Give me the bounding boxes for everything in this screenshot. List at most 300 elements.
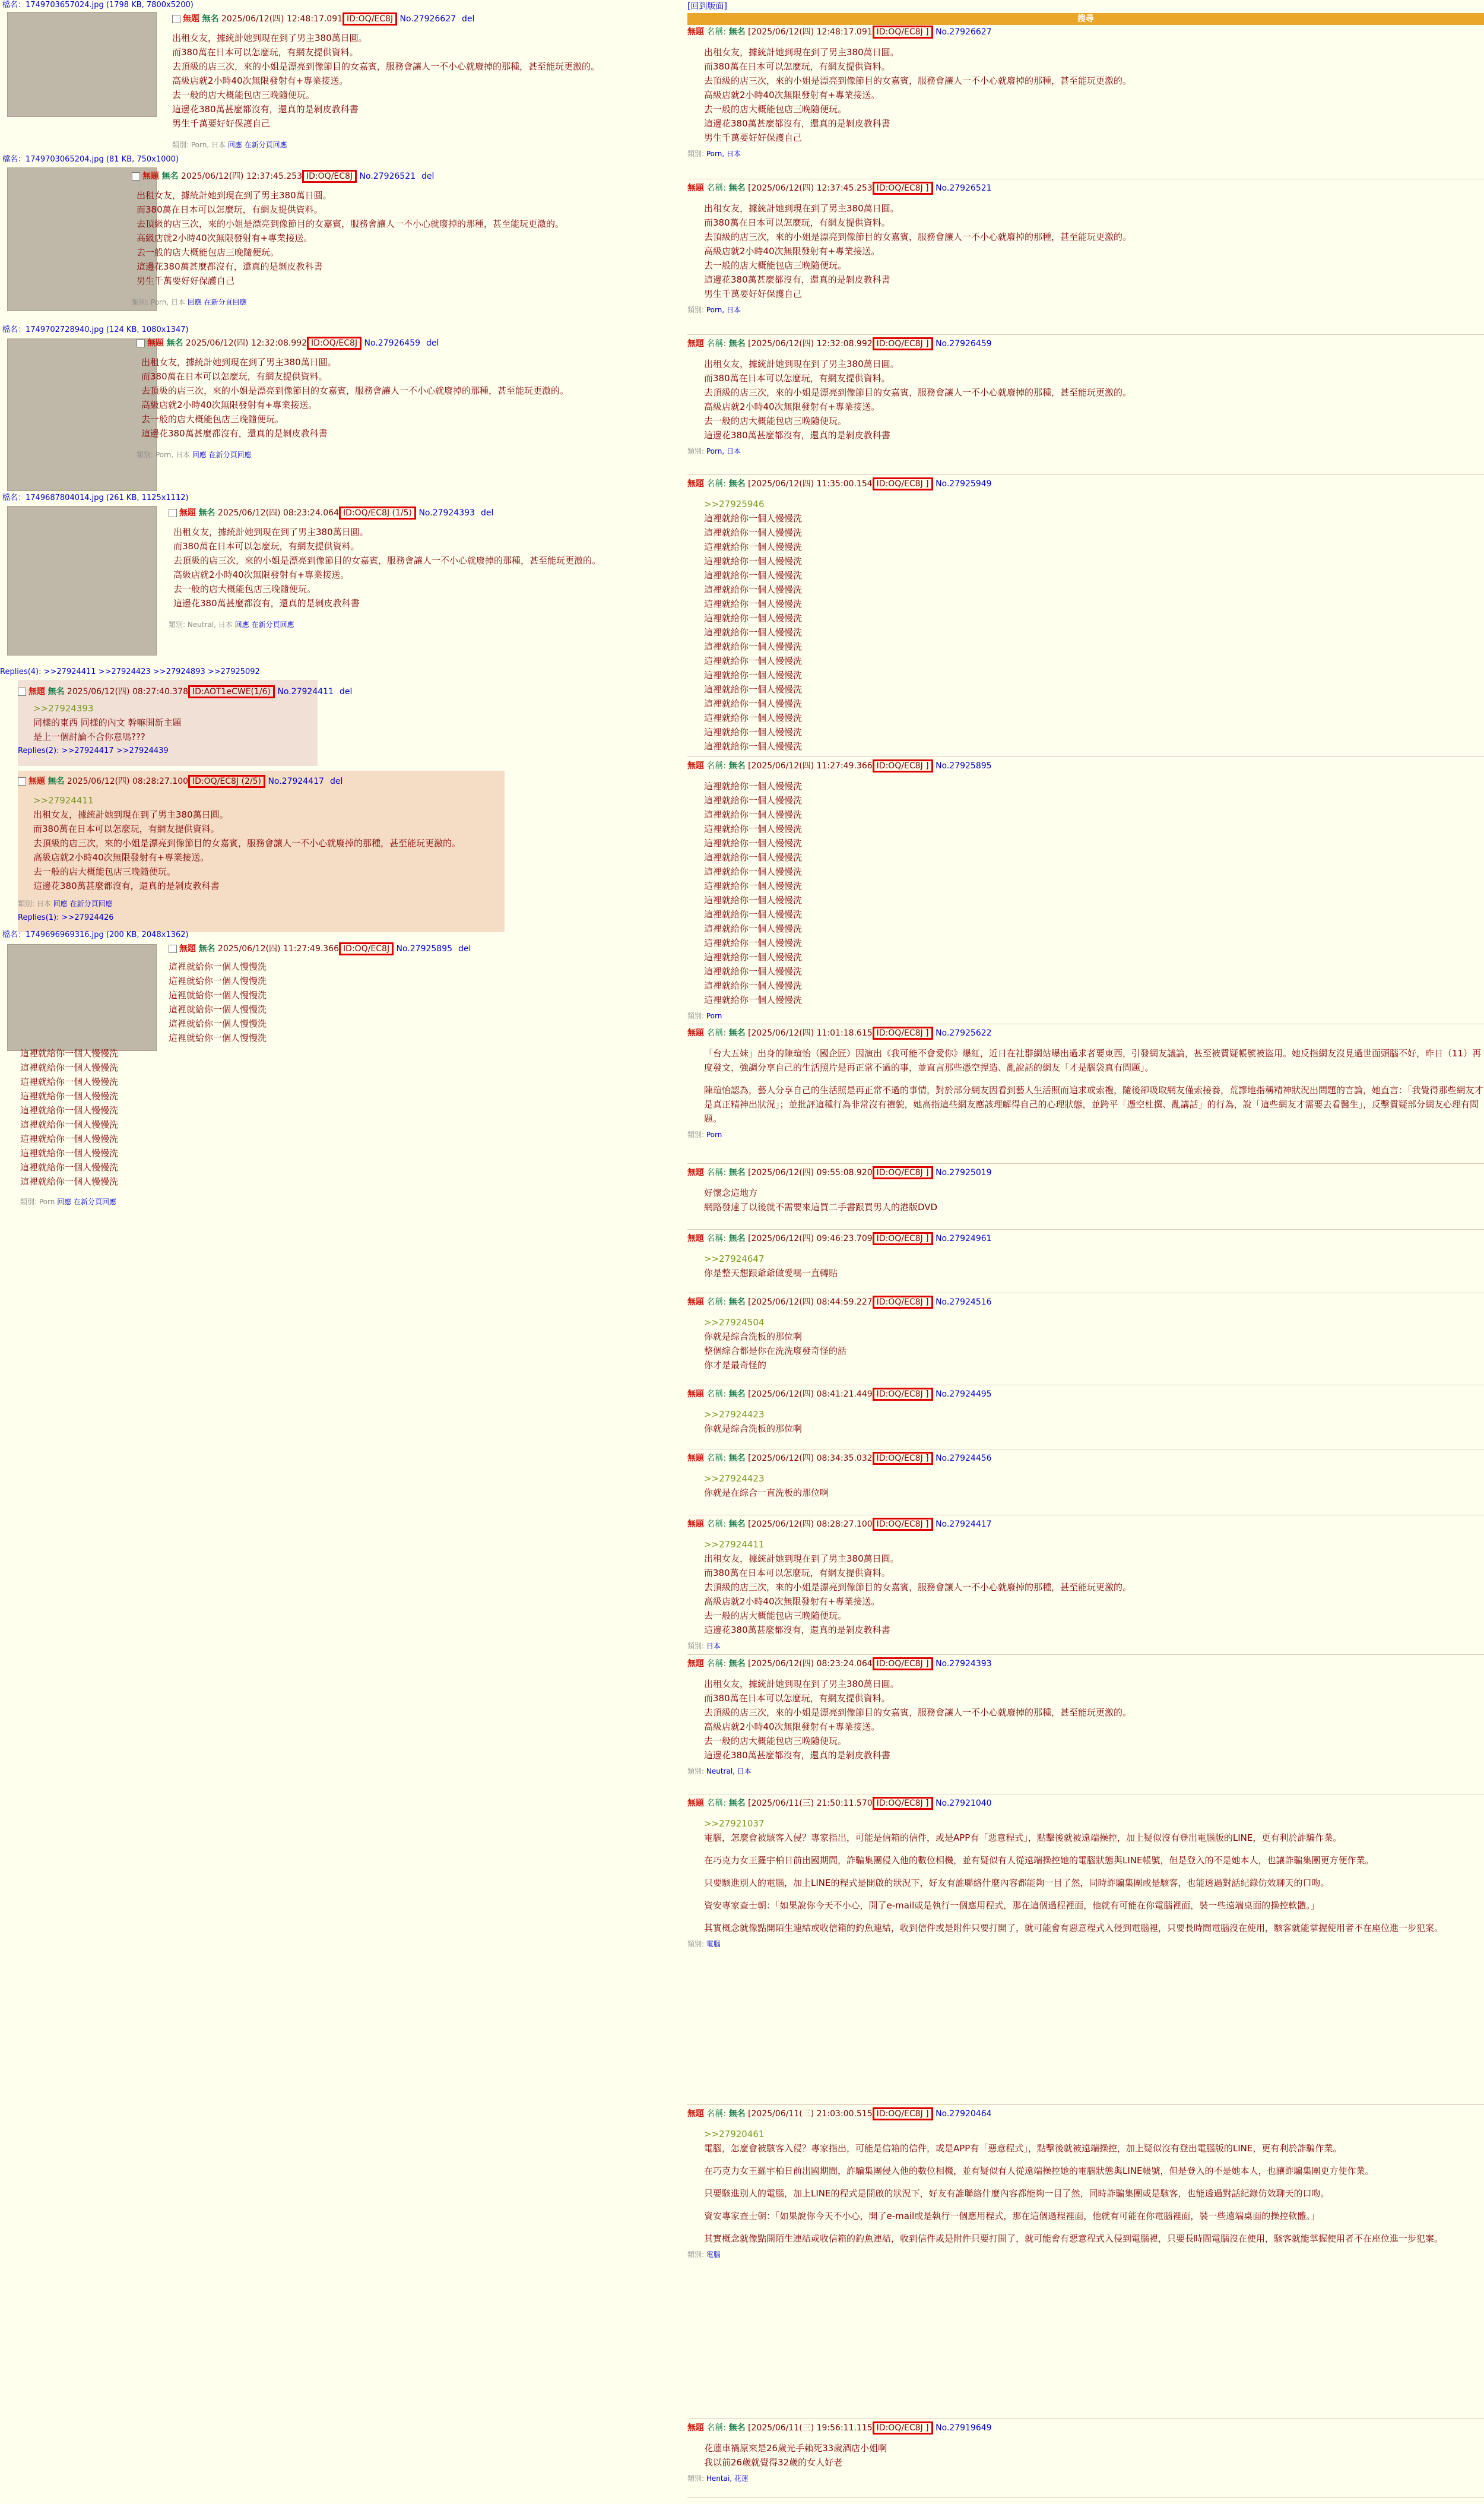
category-label: 類別: — [687, 306, 705, 314]
category-value[interactable]: Neutral, 日本 — [706, 1767, 751, 1775]
post-line: 高級店就2小時40次無限發射有+專業接送。 — [137, 233, 313, 243]
post-number-link[interactable]: No.27924411 — [277, 687, 334, 697]
thread-column — [0, 0, 680, 2504]
reply-new-tab-link[interactable]: 在新分頁回應 — [69, 900, 113, 908]
thread-post — [172, 12, 677, 152]
post-line: 出租女友，據統計她到現在到了男主380萬日圓。 — [173, 527, 369, 537]
post-title: 無題 — [687, 27, 704, 37]
post-line: 這邊花380萬甚麼都沒有，還真的是剝皮教科書 — [704, 1625, 890, 1635]
post-title: 無題 — [147, 338, 164, 348]
reply-content — [18, 774, 505, 911]
post-number-link[interactable]: No.27919649 — [936, 2423, 992, 2433]
reply-link[interactable]: 回應 — [227, 141, 242, 149]
post-number-link[interactable]: No.27921040 — [936, 1799, 992, 1808]
post-line: 去一般的店大概能包店三晚隨便玩。 — [704, 260, 847, 271]
search-result-post — [687, 1232, 1484, 1293]
reply-new-tab-link[interactable]: 在新分頁回應 — [208, 451, 252, 459]
category-value[interactable]: 日本 — [706, 1642, 721, 1650]
category-value[interactable]: Porn — [706, 1131, 722, 1139]
post-author: 無名 — [728, 1520, 746, 1529]
post-line: 而380萬在日本可以怎麼玩，有網友提供資料。 — [704, 217, 890, 228]
post-line: 這裡就給你一個人慢慢洗 — [169, 990, 267, 1001]
post-line: 高級店就2小時40次無限發射有+專業接送。 — [704, 246, 880, 257]
replies-line[interactable]: Replies(4): >>27924411 >>27924423 >>27924893 >>27925092 — [0, 667, 260, 676]
post-header — [169, 506, 677, 520]
post-line: 這裡就給你一個人慢慢洗 — [704, 838, 803, 849]
post-date: 2025/06/12(四) 08:23:24.064 — [217, 508, 340, 518]
post-body — [687, 1186, 1484, 1214]
post-line: 「台大五妹」出身的陳瑄怡（國企匠）因演出《我可能不會愛你》爆紅，近日在社群網站曝出過求者要東西，引發網友議論，甚至被質疑帳號被盜用。她反指網友沒見過世面頭腦不好，昨日（11）再度發文，強調分享自己的生活照片是再正常不過的事，並直言那些憑空捏造、亂說話的網友「才是腦袋真有問題」。 — [704, 1048, 1482, 1073]
post-line: 這裡就給你一個人慢慢洗 — [704, 599, 803, 609]
post-author: 無名 — [47, 777, 65, 786]
category-value[interactable]: Porn, 日本 — [706, 447, 741, 455]
category-value[interactable]: Porn, 日本 — [706, 306, 741, 314]
post-title: 無題 — [687, 1659, 704, 1669]
category-value[interactable]: Porn — [706, 1012, 722, 1020]
reply-post — [18, 680, 353, 766]
post-line: 這裡就給你一個人慢慢洗 — [704, 881, 803, 891]
post-category — [137, 448, 677, 462]
post-number-link[interactable]: No.27924393 — [418, 508, 475, 518]
post-body — [169, 960, 677, 1045]
thumbnail-image[interactable] — [7, 506, 157, 656]
post-title: 無題 — [687, 183, 704, 193]
post-line: 這裡就給你一個人慢慢洗 — [704, 670, 803, 680]
name-label: 名稱: — [706, 1389, 727, 1399]
post-line: 而380萬在日本可以怎麼玩，有網友提供資料。 — [704, 1693, 890, 1704]
post-line: 只要駭進別人的電腦，加上LINE的程式是開啟的狀況下，好友有誰聯絡什麼內容都能夠一目了然，同時詐騙集團或是駭客，也能透過對話紀錄仿效聊天的口吻。 — [704, 2188, 1330, 2199]
post-number-link[interactable]: No.27920464 — [936, 2109, 992, 2119]
post-line: 這裡就給你一個人慢慢洗 — [169, 1018, 267, 1029]
name-label: 名稱: — [706, 1454, 727, 1463]
post-number-link[interactable]: No.27925622 — [936, 1028, 992, 1038]
post-line: 這裡就給你一個人慢慢洗 — [20, 1119, 119, 1130]
post-number-link[interactable]: No.27925895 — [936, 761, 992, 771]
post-header — [687, 1657, 1484, 1671]
image-filename-meta: 檔名：1749703657024.jpg (1798 KB, 7800x5200) — [2, 1, 194, 10]
post-header — [687, 25, 1484, 39]
post-line: 這裡就給你一個人慢慢洗 — [704, 698, 803, 709]
post-line: 去一般的店大概能包店三晚隨便玩。 — [172, 90, 315, 100]
post-line: 電腦，怎麼會被駭客入侵？專家指出，可能是信箱的信件，或是APP有「惡意程式」，點擊後就被遠端操控，加上疑似沒有登出電腦版的LINE，更有利於詐騙作業。 — [704, 1832, 1342, 1843]
category-label: 類別: — [687, 447, 705, 455]
post-author: 無名 — [47, 687, 65, 697]
post-checkbox[interactable] — [18, 688, 26, 696]
post-title: 無題 — [687, 479, 704, 489]
post-category — [687, 1641, 1484, 1651]
post-checkbox[interactable] — [172, 15, 180, 23]
post-line: 而380萬在日本可以怎麼玩，有網友提供資料。 — [33, 824, 220, 834]
category-label: 類別: — [687, 1131, 705, 1139]
post-number-link[interactable]: No.27924456 — [936, 1454, 992, 1463]
post-id-highlight: ID:AOT1eCWE(1/6) — [188, 685, 275, 698]
post-body — [18, 701, 318, 744]
post-line: 這裡就給你一個人慢慢洗 — [704, 923, 803, 934]
post-line: 這邊花380萬甚麼都沒有，還真的是剝皮教科書 — [704, 118, 890, 129]
post-line: 這裡就給你一個人慢慢洗 — [704, 966, 803, 977]
post-id-highlight: ID:OQ/EC8J ] — [873, 1166, 933, 1179]
post-line: 高級店就2小時40次無限發射有+專業接送。 — [173, 569, 350, 580]
post-body — [687, 1315, 1484, 1372]
post-category — [687, 1939, 1484, 1949]
post-number-link[interactable]: No.27925019 — [936, 1168, 992, 1177]
post-line: 出租女友，據統計她到現在到了男主380萬日圓。 — [704, 203, 899, 214]
post-date: [2025/06/12(四) 08:28:27.100 — [748, 1520, 873, 1529]
post-body — [687, 1816, 1484, 1935]
category-value[interactable]: Porn, 日本 — [706, 150, 741, 158]
post-number-link[interactable]: No.27926627 — [936, 27, 992, 37]
post-line: 我以前26歲就覺得32歲的女人好老 — [704, 2457, 843, 2468]
post-body — [687, 201, 1484, 301]
post-line: 去一般的店大概能包店三晚隨便玩。 — [704, 416, 847, 426]
post-line: 這裡就給你一個人慢慢洗 — [704, 952, 803, 963]
post-number-link[interactable]: No.27924417 — [936, 1520, 992, 1529]
back-to-board-link[interactable]: [回到版面] — [687, 2, 727, 11]
post-line: 這裡就給你一個人慢慢洗 — [704, 995, 803, 1005]
search-result-post — [687, 1166, 1484, 1230]
post-date: [2025/06/11(三) 21:50:11.570 — [748, 1799, 873, 1808]
post-line: 其實概念就像點開陌生連結或收信箱的釣魚連結，收到信件或是附件只要打開了，就可能會有惡意程式入侵到電腦裡，只要長時間電腦沒在使用，駭客就能掌握使用者不在座位進一步犯案。 — [704, 2233, 1444, 2244]
post-line: 而380萬在日本可以怎麼玩，有網友提供資料。 — [704, 1568, 890, 1578]
post-number-link[interactable]: No.27926459 — [364, 338, 421, 348]
post-line: 去一般的店大概能包店三晚隨便玩。 — [704, 104, 847, 115]
post-number-link[interactable]: No.27925895 — [396, 944, 453, 954]
post-header — [687, 337, 1484, 351]
delete-link[interactable]: del — [458, 944, 471, 954]
post-id-highlight: ID:OQ/EC8J ] — [873, 1518, 933, 1531]
post-line: 這裡就給你一個人慢慢洗 — [704, 656, 803, 666]
post-number-link[interactable]: No.27926627 — [399, 14, 456, 24]
reply-link[interactable]: 回應 — [187, 298, 202, 306]
post-header — [687, 759, 1484, 773]
post-date: [2025/06/12(四) 09:55:08.920 — [748, 1168, 873, 1177]
post-line: 高級店就2小時40次無限發射有+專業接送。 — [33, 852, 210, 863]
reply-link[interactable]: 回應 — [53, 900, 68, 908]
post-line: 你就是在綜合一直洗板的那位啊 — [704, 1487, 829, 1498]
post-number-link[interactable]: No.27926459 — [936, 339, 992, 349]
category-value[interactable]: 電腦 — [706, 1940, 721, 1948]
category-label: 類別: — [132, 298, 149, 306]
category-label: 類別: — [20, 1198, 37, 1206]
post-header — [687, 477, 1484, 491]
post-date: [2025/06/12(四) 12:48:17.091 — [748, 27, 873, 37]
post-category — [687, 2473, 1484, 2483]
post-line: 男生千萬要好好保護自己 — [704, 132, 803, 143]
post-header — [18, 685, 353, 699]
post-id-highlight: ID:OQ/EC8J ] — [873, 1388, 933, 1401]
post-line: 這裡就給你一個人慢慢洗 — [704, 641, 803, 652]
post-checkbox[interactable] — [137, 339, 145, 347]
post-line: 這邊花380萬甚麼都沒有，還真的是剝皮教科書 — [704, 430, 890, 441]
post-line: 而380萬在日本可以怎麼玩，有網友提供資料。 — [704, 373, 890, 384]
thumbnail-image[interactable] — [7, 12, 157, 117]
category-value[interactable]: 電腦 — [706, 2250, 721, 2259]
post-line: 好懷念這地方 — [704, 1188, 758, 1198]
post-line: 這裡就給你一個人慢慢洗 — [20, 1148, 119, 1158]
post-number-link[interactable]: No.27924495 — [936, 1389, 992, 1399]
search-result-post — [687, 1517, 1484, 1655]
post-line: 整個綜合都是你在洗洗廢發奇怪的話 — [704, 1346, 847, 1356]
post-line: 你就是綜合洗板的那位啊 — [704, 1331, 803, 1342]
search-result-post — [687, 2421, 1484, 2498]
post-line: 而380萬在日本可以怎麼玩，有網友提供資料。 — [704, 61, 890, 72]
name-label: 名稱: — [706, 479, 727, 489]
post-header — [687, 1517, 1484, 1531]
post-line: 而380萬在日本可以怎麼玩，有網友提供資料。 — [141, 371, 328, 382]
post-date: [2025/06/12(四) 11:27:49.366 — [748, 761, 873, 771]
post-line: 陳瑄怡認為，藝人分享自己的生活照是再正常不過的事情，對於部分網友因看到藝人生活照而追求或索禮，隨後卻吸取網友僅索接養，荒謬地指稱精神狀況出問題的言論，她直言：「我覺得那些網友才是真正精神出狀況」；並批評這種行為非常沒有禮貌，她高指這些網友應該理解得自己的心理狀態，並跨平「憑空杜撰、亂講話」的行為，說「這些網友才需要去看醫生」，反擊質疑部分網友心理有問題。 — [704, 1085, 1483, 1124]
post-date: [2025/06/12(四) 11:01:18.615 — [748, 1028, 873, 1038]
post-line: 只要駭進別人的電腦，加上LINE的程式是開啟的狀況下，好友有誰聯絡什麼內容都能夠一目了然，同時詐騙集團或是駭客，也能透過對話紀錄仿效聊天的口吻。 — [704, 1878, 1330, 1888]
post-category — [687, 1129, 1484, 1139]
post-author: 無名 — [166, 338, 183, 348]
post-line: 這裡就給你一個人慢慢洗 — [704, 866, 803, 877]
post-body — [137, 355, 677, 441]
post-checkbox[interactable] — [169, 509, 177, 517]
post-line: 這裡就給你一個人慢慢洗 — [169, 1033, 267, 1043]
post-body — [687, 1046, 1484, 1126]
thumbnail-image[interactable] — [7, 338, 157, 491]
post-line: 這裡就給你一個人慢慢洗 — [704, 570, 803, 581]
post-number-link[interactable]: No.27924516 — [936, 1297, 992, 1307]
post-header — [687, 1295, 1484, 1309]
post-author: 無名 — [728, 1389, 746, 1399]
post-line: 這邊花380萬甚麼都沒有，還真的是剝皮教科書 — [137, 261, 323, 272]
post-line: 去頂級的店三次，來的小姐是漂亮到像節目的女嘉賓，服務會讓人一不小心就廢掉的那種，甚至能玩更激的。 — [172, 61, 600, 72]
post-line: 高級店就2小時40次無限發射有+專業接送。 — [704, 401, 880, 412]
post-category — [687, 1766, 1484, 1776]
post-line: 出租女友，據統計她到現在到了男主380萬日圓。 — [33, 809, 229, 820]
post-line: 而380萬在日本可以怎麼玩，有網友提供資料。 — [137, 204, 323, 215]
post-line: 男生千萬要好好保護自己 — [137, 276, 235, 286]
post-id-highlight: ID:OQ/EC8J ] — [873, 477, 933, 490]
thread-post — [169, 506, 677, 632]
search-result-post — [687, 759, 1484, 1024]
post-line: 這裡就給你一個人慢慢洗 — [704, 527, 803, 538]
delete-link[interactable]: del — [462, 14, 475, 24]
image-filename-meta: 檔名：1749702728940.jpg (124 KB, 1080x1347) — [2, 325, 189, 334]
post-header — [137, 336, 677, 350]
name-label: 名稱: — [706, 1799, 727, 1808]
reply-replies-line[interactable]: Replies(2): >>27924417 >>27924439 — [18, 746, 169, 755]
post-number-link[interactable]: No.27924393 — [936, 1659, 992, 1669]
reply-new-tab-link[interactable]: 在新分頁回應 — [204, 298, 247, 306]
post-id-highlight: ID:OQ/EC8J (2/5) — [188, 775, 265, 788]
post-date: 2025/06/12(四) 11:27:49.366 — [217, 944, 340, 954]
post-line: 同樣的東西 同樣的內文 幹嘛開新主題 — [33, 717, 182, 728]
search-result-post — [687, 1026, 1484, 1164]
post-title: 無題 — [687, 2423, 704, 2433]
post-id-highlight: ID:OQ/EC8J ] — [873, 1452, 933, 1465]
post-category — [687, 446, 1484, 456]
post-line: 這裡就給你一個人慢慢洗 — [704, 741, 803, 752]
post-line: 你才是最奇怪的 — [704, 1360, 767, 1370]
post-footer — [172, 138, 677, 152]
post-id-highlight: ID:OQ/EC8J ] — [873, 1027, 933, 1040]
reply-replies-line[interactable]: Replies(1): >>27924426 — [18, 913, 114, 922]
post-body — [687, 2127, 1484, 2246]
post-id-highlight: ID:OQ/EC8J — [339, 942, 394, 955]
post-line: 這裡就給你一個人慢慢洗 — [704, 513, 803, 524]
thumbnail-image[interactable] — [7, 944, 157, 1051]
name-label: 名稱: — [706, 1168, 727, 1177]
post-line: 男生千萬要好好保護自己 — [704, 289, 803, 299]
post-body-continued — [20, 1046, 376, 1209]
category-label: 類別: — [169, 621, 186, 629]
post-author: 無名 — [728, 27, 746, 37]
post-date: [2025/06/12(四) 08:44:59.227 — [748, 1297, 873, 1307]
delete-link[interactable]: del — [426, 338, 439, 348]
reply-new-tab-link[interactable]: 在新分頁回應 — [251, 621, 294, 629]
post-date: [2025/06/12(四) 12:32:08.992 — [748, 339, 873, 349]
post-body — [687, 1677, 1484, 1762]
post-number-link[interactable]: No.27926521 — [359, 172, 416, 181]
post-line: 這裡就給你一個人慢慢洗 — [704, 938, 803, 948]
post-category — [687, 2249, 1484, 2259]
post-line: >>27924647 — [704, 1253, 765, 1264]
name-label: 名稱: — [706, 2109, 727, 2119]
post-line: 男生千萬要好好保護自己 — [172, 118, 271, 129]
post-body — [169, 525, 677, 610]
category-label: 類別: — [18, 900, 35, 908]
name-label: 名稱: — [706, 1234, 727, 1243]
post-header — [18, 774, 505, 789]
post-line: 出租女友，據統計她到現在到了男主380萬日圓。 — [704, 47, 899, 58]
post-author: 無名 — [728, 1234, 746, 1243]
post-line: 是上一個討論不合你意嗎??? — [33, 732, 145, 742]
post-number-link[interactable]: No.27925949 — [936, 479, 992, 489]
category-value[interactable]: Hentai, 花蓮 — [706, 2474, 749, 2483]
reply-post — [18, 771, 505, 932]
image-filename-meta: 檔名：1749703065204.jpg (81 KB, 750x1000) — [2, 155, 179, 164]
post-line: 這裡就給你一個人慢慢洗 — [704, 809, 803, 820]
post-line: 這裡就給你一個人慢慢洗 — [20, 1091, 119, 1101]
reply-link[interactable]: 回應 — [57, 1198, 72, 1206]
post-line: 去頂級的店三次，來的小姐是漂亮到像節目的女嘉賓，服務會讓人一不小心就廢掉的那種，甚至能玩更激的。 — [704, 75, 1132, 86]
reply-new-tab-link[interactable]: 在新分頁回應 — [244, 141, 287, 149]
post-id-highlight: ID:OQ/EC8J — [307, 337, 362, 350]
post-date: 2025/06/12(四) 12:37:45.253 — [180, 172, 303, 181]
post-author: 無名 — [728, 2423, 746, 2433]
post-line: 電腦，怎麼會被駭客入侵？專家指出，可能是信箱的信件，或是APP有「惡意程式」，點擊後就被遠端操控，加上疑似沒有登出電腦版的LINE，更有利於詐騙作業。 — [704, 2143, 1342, 2154]
post-line: 去頂級的店三次，來的小姐是漂亮到像節目的女嘉賓，服務會讓人一不小心就廢掉的那種，甚至能玩更激的。 — [704, 1582, 1132, 1593]
post-line: 去頂級的店三次，來的小姐是漂亮到像節目的女嘉賓，服務會讓人一不小心就廢掉的那種，甚至能玩更激的。 — [137, 219, 565, 229]
post-line: 這邊花380萬甚麼都沒有，還真的是剝皮教科書 — [141, 428, 328, 439]
post-author: 無名 — [728, 1297, 746, 1307]
search-result-post — [687, 2107, 1484, 2419]
post-body — [687, 357, 1484, 442]
post-id-highlight: ID:OQ/EC8J ] — [873, 2107, 933, 2120]
post-line: 去頂級的店三次，來的小姐是漂亮到像節目的女嘉賓，服務會讓人一不小心就廢掉的那種，甚至能玩更激的。 — [173, 555, 601, 566]
post-id-highlight: ID:OQ/EC8J ] — [873, 1797, 933, 1810]
post-id-highlight: ID:OQ/EC8J ] — [873, 182, 933, 195]
post-line: 這邊花380萬甚麼都沒有，還真的是剝皮教科書 — [704, 274, 890, 285]
name-label: 名稱: — [706, 2423, 727, 2433]
post-id-highlight: ID:OQ/EC8J ] — [873, 26, 933, 39]
delete-link[interactable]: del — [480, 508, 494, 518]
post-checkbox[interactable] — [132, 172, 140, 181]
delete-link[interactable]: del — [421, 172, 435, 181]
post-category — [172, 138, 677, 152]
post-number-link[interactable]: No.27926521 — [936, 183, 992, 193]
post-line: 這裡就給你一個人慢慢洗 — [704, 852, 803, 863]
post-footer — [169, 618, 677, 632]
post-line: 去頂級的店三次，來的小姐是漂亮到像節目的女嘉賓，服務會讓人一不小心就廢掉的那種，甚至能玩更激的。 — [704, 1707, 1132, 1718]
post-line: 你就是綜合洗板的那位啊 — [704, 1423, 803, 1434]
post-line: 這裡就給你一個人慢慢洗 — [704, 613, 803, 623]
post-header — [687, 1387, 1484, 1401]
post-line: 而380萬在日本可以怎麼玩，有網友提供資料。 — [172, 47, 359, 58]
search-header-bar: 搜尋 — [687, 13, 1484, 25]
post-line: 出租女友，據統計她到現在到了男主380萬日圓。 — [172, 33, 367, 43]
name-label: 名稱: — [706, 1520, 727, 1529]
post-category — [20, 1195, 376, 1209]
search-result-post — [687, 1451, 1484, 1515]
post-author: 無名 — [728, 1799, 746, 1808]
post-line: 這裡就給你一個人慢慢洗 — [20, 1105, 119, 1116]
category-label: 類別: — [687, 2250, 705, 2259]
post-author: 無名 — [728, 479, 746, 489]
post-line: 這裡就給你一個人慢慢洗 — [704, 909, 803, 920]
post-title: 無題 — [687, 1297, 704, 1307]
post-date: 2025/06/12(四) 08:27:40.378 — [66, 687, 189, 697]
post-id-highlight: ID:OQ/EC8J ] — [873, 1232, 933, 1245]
reply-link[interactable]: 回應 — [234, 621, 249, 629]
post-header — [172, 12, 677, 26]
search-result-post — [687, 25, 1484, 179]
post-line: >>27924423 — [704, 1409, 765, 1420]
post-header — [687, 2107, 1484, 2121]
post-line: 出租女友，據統計她到現在到了男主380萬日圓。 — [137, 190, 332, 201]
post-header — [169, 942, 677, 956]
post-author: 無名 — [728, 1454, 746, 1463]
post-number-link[interactable]: No.27924961 — [936, 1234, 992, 1243]
category-value: 日本 — [36, 900, 51, 908]
post-line: 高級店就2小時40次無限發射有+專業接送。 — [172, 75, 348, 86]
category-value: Porn, 日本 — [191, 141, 226, 149]
post-author: 無名 — [728, 2109, 746, 2119]
post-line: 去頂級的店三次，來的小姐是漂亮到像節目的女嘉賓，服務會讓人一不小心就廢掉的那種，甚至能玩更激的。 — [33, 838, 461, 849]
reply-link[interactable]: 回應 — [192, 451, 207, 459]
delete-link[interactable]: del — [339, 687, 353, 697]
post-author: 無名 — [202, 14, 219, 24]
post-line: >>27924393 — [33, 703, 94, 714]
post-line: 這邊花380萬甚麼都沒有，還真的是剝皮教科書 — [704, 1750, 890, 1761]
post-body — [172, 31, 677, 131]
post-line: 這裡就給你一個人慢慢洗 — [704, 627, 803, 638]
reply-new-tab-link[interactable]: 在新分頁回應 — [74, 1198, 117, 1206]
post-line: 資安專家查士朝：「如果說你今天不小心，開了e-mail或是執行一個應用程式，那在這個過程裡面，他就有可能在你電腦裡面，裝一些遠端桌面的操控軟體。」 — [704, 1900, 1320, 1911]
post-title: 無題 — [179, 508, 196, 518]
post-header — [687, 1166, 1484, 1180]
post-id-highlight: ID:OQ/EC8J ] — [873, 2421, 933, 2435]
post-checkbox[interactable] — [18, 777, 26, 786]
delete-link[interactable]: del — [329, 777, 343, 786]
post-line: 這裡就給你一個人慢慢洗 — [20, 1062, 119, 1073]
post-footer — [132, 295, 677, 309]
post-header — [687, 1026, 1484, 1040]
post-line: 這裡就給你一個人慢慢洗 — [169, 961, 267, 972]
post-checkbox[interactable] — [169, 945, 177, 953]
post-line: 這裡就給你一個人慢慢洗 — [20, 1162, 119, 1173]
post-line: 這裡就給你一個人慢慢洗 — [704, 895, 803, 906]
post-author: 無名 — [728, 1659, 746, 1669]
post-line: 這邊花380萬甚麼都沒有，還真的是剝皮教科書 — [33, 881, 220, 891]
post-number-link[interactable]: No.27924417 — [268, 777, 324, 786]
post-body — [687, 1537, 1484, 1637]
post-line: 出租女友，據統計她到現在到了男主380萬日圓。 — [704, 359, 899, 369]
post-title: 無題 — [687, 1028, 704, 1038]
